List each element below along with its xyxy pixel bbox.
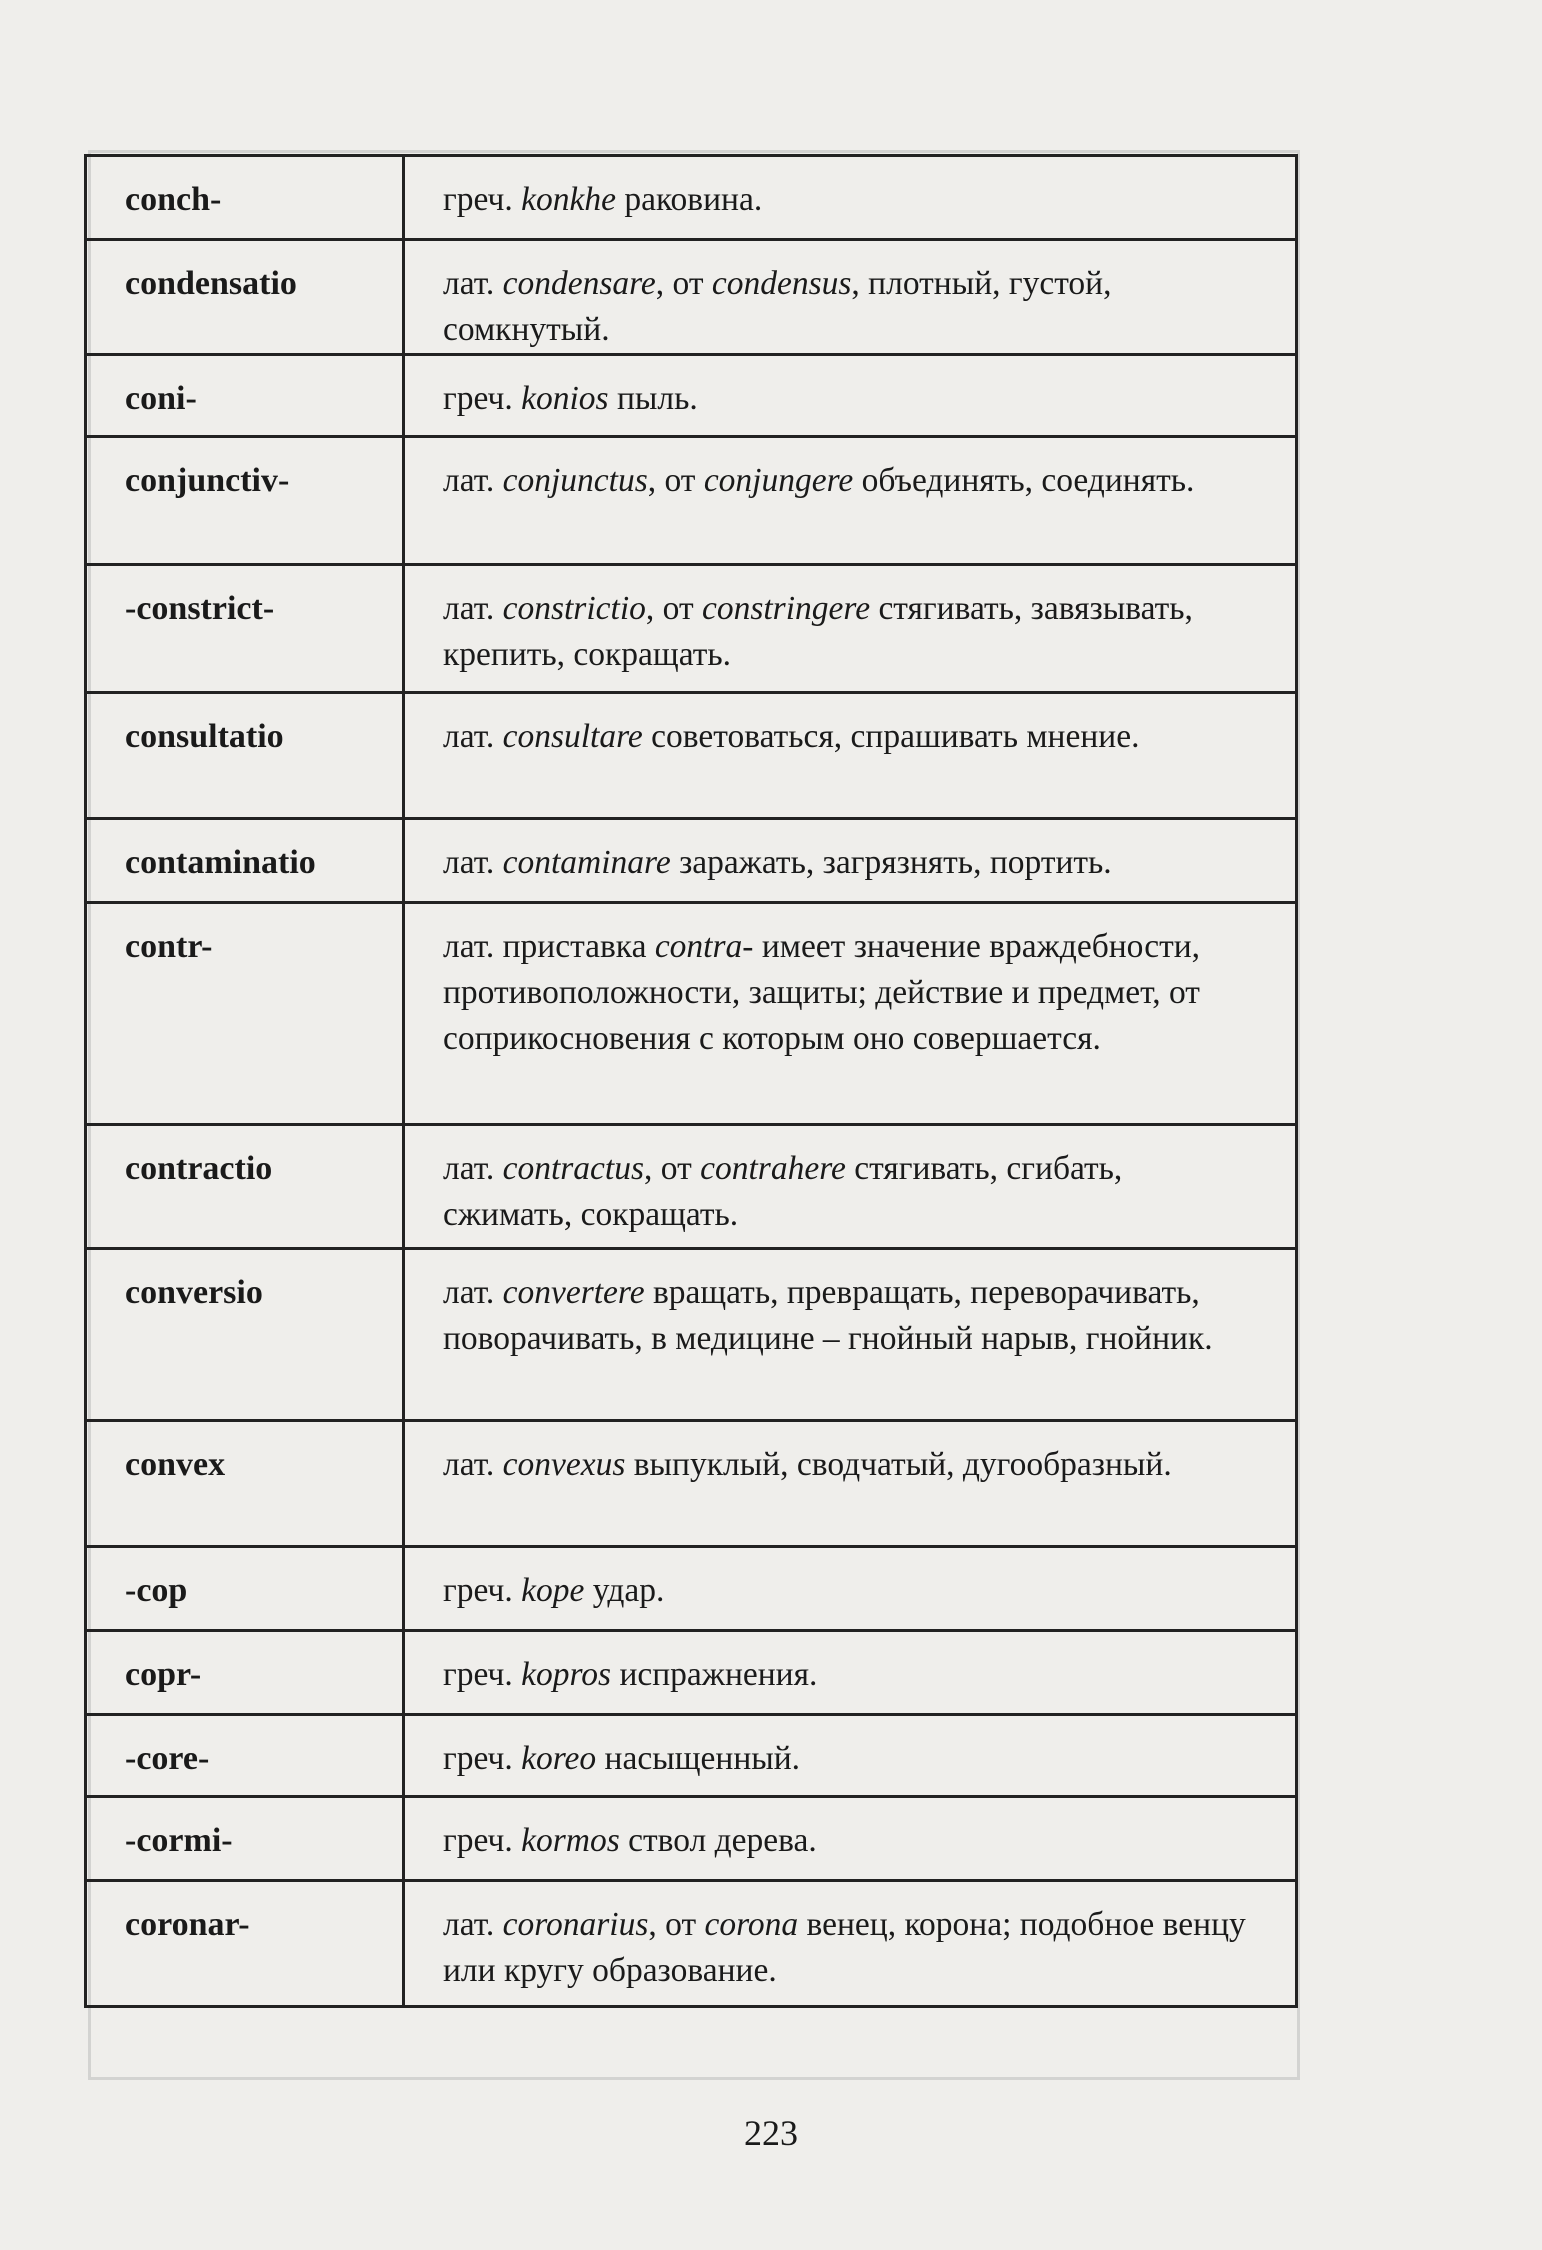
definition-text: лат. [443,1446,503,1483]
glossary-term: -core- [86,1715,404,1797]
glossary-table [84,154,1298,2008]
glossary-definition [404,355,1297,437]
glossary-term: -constrict- [86,565,404,693]
definition-etymon: conjungere [703,462,854,499]
glossary-row [86,355,1297,437]
definition-text: пыль. [608,380,698,417]
definition-text: вращать, превращать, переворачивать, поворачивать, в медицине – гнойный нарыв, гнойник. [443,1274,1213,1357]
definition-text: лат. [443,1906,503,1943]
definition-etymon: convertere [502,1274,645,1311]
definition-etymon: contractus [502,1150,645,1187]
definition-etymon: kopros [521,1656,612,1693]
definition-text: лат. [443,590,503,627]
definition-etymon: condensare [502,265,656,302]
definition-etymon: koreo [521,1740,597,1777]
definition-text: имеет значение враждебности, противоположности, защиты; действие и предмет, от соприкосновения с которым оно совершается. [443,928,1201,1057]
definition-text: выпуклый, сводчатый, дугообразный. [625,1446,1172,1483]
glossary-term: -cop [86,1547,404,1631]
definition-text: испражнения. [611,1656,818,1693]
definition-text: насыщенный. [596,1740,801,1777]
glossary-definition [404,1631,1297,1715]
glossary-definition [404,819,1297,903]
glossary-row [86,1547,1297,1631]
glossary-definition [404,1881,1297,2007]
glossary-row [86,819,1297,903]
definition-text: , плотный, густой, сомкнутый. [443,265,1112,348]
glossary-definition [404,693,1297,819]
glossary-definition [404,1547,1297,1631]
glossary-term: contr- [86,903,404,1125]
definition-text: греч. [443,181,522,218]
definition-text: удар. [584,1572,665,1609]
definition-etymon: convexus [502,1446,626,1483]
definition-text: , от [647,462,704,499]
definition-text: стягивать, сгибать, сжимать, сокращать. [443,1150,1123,1233]
definition-etymon: conjunctus [502,462,648,499]
glossary-row [86,1715,1297,1797]
definition-text: греч. [443,1822,522,1859]
glossary-table-body [86,156,1297,2007]
glossary-definition [404,240,1297,355]
definition-text: греч. [443,1656,522,1693]
glossary-definition [404,1421,1297,1547]
glossary-term: convex [86,1421,404,1547]
glossary-row [86,1797,1297,1881]
definition-etymon: contaminare [502,844,671,881]
definition-etymon: konios [521,380,609,417]
glossary-definition [404,565,1297,693]
definition-text: объединять, соединять. [853,462,1195,499]
glossary-term: contractio [86,1125,404,1249]
glossary-row [86,903,1297,1125]
glossary-term: conversio [86,1249,404,1421]
definition-text: лат. [443,265,503,302]
definition-etymon: contrahere [700,1150,846,1187]
glossary-row [86,1249,1297,1421]
definition-text: лат. [443,844,503,881]
glossary-term: consultatio [86,693,404,819]
definition-etymon: kope [521,1572,585,1609]
glossary-term: contaminatio [86,819,404,903]
definition-text: раковина. [615,181,763,218]
glossary-row [86,156,1297,240]
definition-text: , от [648,1906,705,1943]
glossary-row [86,1881,1297,2007]
definition-text: лат. [443,1274,503,1311]
definition-etymon: consultare [502,718,643,755]
definition-text: ствол дерева. [619,1822,817,1859]
definition-etymon: kormos [521,1822,620,1859]
definition-etymon: konkhe [521,181,616,218]
glossary-term: coronar- [86,1881,404,2007]
definition-text: лат. [443,718,503,755]
definition-etymon: corona [704,1906,799,1943]
definition-text: греч. [443,1740,522,1777]
definition-etymon: contra- [654,928,754,965]
definition-etymon: coronarius [502,1906,649,1943]
definition-text: лат. [443,462,503,499]
definition-etymon: condensus [711,265,852,302]
definition-text: , от [644,1150,701,1187]
glossary-definition [404,437,1297,565]
definition-text: лат. [443,1150,503,1187]
definition-etymon: constringere [701,590,871,627]
glossary-row [86,565,1297,693]
glossary-definition [404,1249,1297,1421]
glossary-term: condensatio [86,240,404,355]
definition-text: греч. [443,380,522,417]
glossary-row [86,240,1297,355]
glossary-row [86,1125,1297,1249]
glossary-row [86,437,1297,565]
glossary-definition [404,156,1297,240]
definition-text: советоваться, спрашивать мнение. [642,718,1140,755]
definition-text: , от [655,265,712,302]
glossary-row [86,693,1297,819]
glossary-definition [404,1125,1297,1249]
glossary-row [86,1631,1297,1715]
glossary-term: copr- [86,1631,404,1715]
definition-text: венец, корона; подобное венцу или кругу образование. [443,1906,1246,1989]
glossary-row [86,1421,1297,1547]
glossary-definition [404,1797,1297,1881]
page-number: 223 [744,2113,798,2153]
glossary-definition [404,903,1297,1125]
glossary-term: coni- [86,355,404,437]
definition-etymon: constrictio [502,590,646,627]
definition-text: лат. приставка [443,928,655,965]
glossary-term: -cormi- [86,1797,404,1881]
glossary-definition [404,1715,1297,1797]
definition-text: заражать, загрязнять, портить. [670,844,1112,881]
glossary-term: conjunctiv- [86,437,404,565]
definition-text: стягивать, завязывать, крепить, сокращать. [443,590,1193,673]
definition-text: греч. [443,1572,522,1609]
glossary-term: conch- [86,156,404,240]
definition-text: , от [645,590,702,627]
